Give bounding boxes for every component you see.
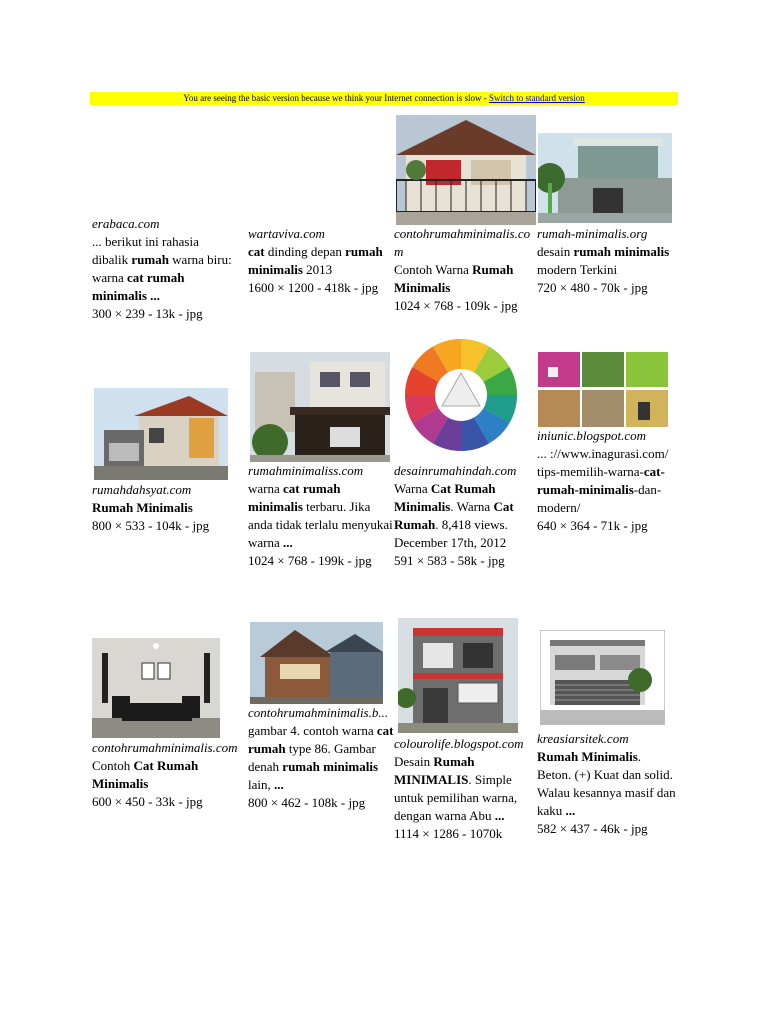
- result-domain[interactable]: iniunic.blogspot.com: [537, 428, 647, 443]
- result-description: gambar 4. contoh warna cat rumah type 86. Gambar denah rumah minimalis lain, ...: [248, 723, 394, 792]
- result-thumbnail-3[interactable]: [396, 115, 536, 225]
- result-thumbnail-7[interactable]: [396, 335, 526, 455]
- result-description: warna cat rumah minimalis terbaru. Jika anda tidak terlalu menyukai warna ...: [248, 481, 393, 550]
- result-dimensions: 1024 × 768 - 199k - jpg: [248, 553, 372, 568]
- result-thumbnail-4[interactable]: [538, 133, 672, 223]
- result-domain[interactable]: rumahdahsyat.com: [92, 482, 192, 497]
- house-photo: [250, 352, 390, 462]
- result-item: [248, 462, 394, 570]
- result-thumbnail-8[interactable]: [538, 352, 668, 427]
- house-photo: [540, 630, 665, 725]
- color-wheel-image: [396, 335, 526, 455]
- result-domain[interactable]: colourolife.blogspot.com: [394, 736, 524, 751]
- result-thumbnail-10[interactable]: [250, 622, 383, 704]
- result-domain[interactable]: contohrumahminimalis.com: [92, 740, 238, 755]
- result-domain[interactable]: desainrumahindah.com: [394, 463, 517, 478]
- house-photo: [396, 115, 536, 225]
- result-description: Warna Cat Rumah Minimalis. Warna Cat Rumah. 8,418 views. December 17th, 2012: [394, 481, 514, 550]
- result-dimensions: 591 × 583 - 58k - jpg: [394, 553, 505, 568]
- result-item: [394, 735, 534, 843]
- interior-photo: [92, 638, 220, 738]
- result-dimensions: 300 × 239 - 13k - jpg: [92, 306, 203, 321]
- result-thumbnail-5[interactable]: [94, 388, 228, 480]
- house-photo: [398, 618, 518, 733]
- result-domain[interactable]: erabaca.com: [92, 216, 160, 231]
- result-item: [248, 225, 394, 297]
- result-description: desain rumah minimalis modern Terkini: [537, 244, 670, 277]
- result-description: cat dinding depan rumah minimalis 2013: [248, 244, 383, 277]
- result-domain[interactable]: contohrumahminimalis.b...: [248, 705, 389, 720]
- result-dimensions: 720 × 480 - 70k - jpg: [537, 280, 648, 295]
- house-photo: [250, 622, 383, 704]
- result-item: [394, 462, 534, 570]
- result-dimensions: 600 × 450 - 33k - jpg: [92, 794, 203, 809]
- result-thumbnail-11[interactable]: [398, 618, 518, 733]
- result-item: [537, 730, 677, 838]
- result-description: Contoh Cat Rumah Minimalis: [92, 758, 199, 791]
- result-dimensions: 1600 × 1200 - 418k - jpg: [248, 280, 379, 295]
- result-item: [92, 481, 238, 535]
- result-description: Desain Rumah MINIMALIS. Simple untuk pemilihan warna, dengan warna Abu ...: [394, 754, 518, 823]
- house-collage-photo: [538, 352, 668, 427]
- house-photo: [538, 133, 672, 223]
- result-dimensions: 640 × 364 - 71k - jpg: [537, 518, 648, 533]
- result-dimensions: 582 × 437 - 46k - jpg: [537, 821, 648, 836]
- result-thumbnail-6[interactable]: [250, 352, 390, 462]
- result-description: Rumah Minimalis. Beton. (+) Kuat dan solid. Walau kesannya masif dan kaku ...: [537, 749, 676, 818]
- result-domain[interactable]: kreasiarsitek.com: [537, 731, 629, 746]
- result-description: Rumah Minimalis: [92, 500, 193, 515]
- result-domain[interactable]: wartaviva.com: [248, 226, 325, 241]
- result-thumbnail-12[interactable]: [540, 630, 665, 725]
- result-domain[interactable]: rumahminimaliss.com: [248, 463, 364, 478]
- slow-connection-banner: [90, 92, 678, 105]
- result-domain[interactable]: contohrumahminimalis.com: [394, 226, 531, 259]
- result-description: Contoh Warna Rumah Minimalis: [394, 262, 514, 295]
- result-item: [92, 215, 238, 323]
- result-dimensions: 800 × 533 - 104k - jpg: [92, 518, 210, 533]
- result-domain[interactable]: rumah-minimalis.org: [537, 226, 648, 241]
- result-dimensions: 800 × 462 - 108k - jpg: [248, 795, 366, 810]
- banner-text: You are seeing the basic version because we think your Internet connection is slow -: [183, 93, 489, 103]
- result-item: [537, 427, 677, 535]
- house-photo: [94, 388, 228, 480]
- result-dimensions: 1024 × 768 - 109k - jpg: [394, 298, 518, 313]
- result-item: [537, 225, 677, 297]
- result-item: [92, 739, 242, 811]
- result-item: [394, 225, 534, 315]
- result-dimensions: 1114 × 1286 - 1070k: [394, 826, 503, 841]
- result-thumbnail-9[interactable]: [92, 638, 220, 738]
- result-description: ... ://www.inagurasi.com/ tips-memilih-warna-cat-rumah-minimalis-dan-modern/: [537, 446, 669, 515]
- result-description: ... berikut ini rahasia dibalik rumah warna biru: warna cat rumah minimalis ...: [92, 234, 232, 303]
- switch-standard-link[interactable]: Switch to standard version: [489, 93, 585, 103]
- result-item: [248, 704, 394, 812]
